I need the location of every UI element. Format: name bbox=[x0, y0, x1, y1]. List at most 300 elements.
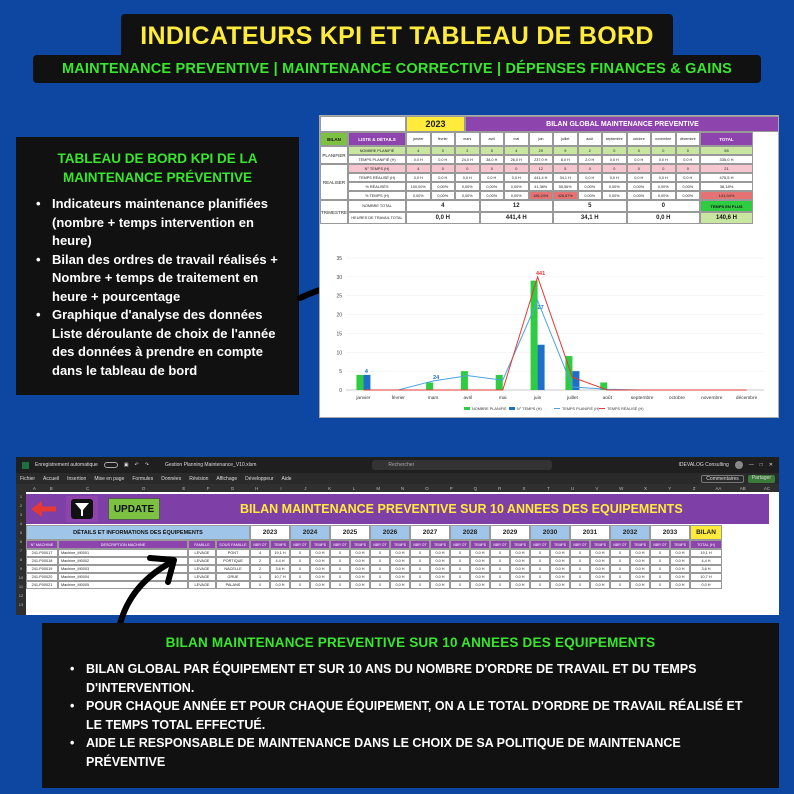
year-time-cell[interactable]: 0,0 H bbox=[390, 565, 410, 573]
kpi-cell: 38,0 H bbox=[480, 155, 505, 164]
year-time-cell[interactable]: 0,0 H bbox=[430, 581, 450, 589]
row-number: 12 bbox=[18, 593, 24, 598]
year-time-cell[interactable]: 0,0 H bbox=[390, 573, 410, 581]
year-nbr-cell[interactable]: 0 bbox=[370, 557, 390, 565]
machine-description[interactable]: Machine_M0004 bbox=[58, 573, 188, 581]
year-time-cell[interactable]: 0,0 H bbox=[550, 557, 570, 565]
year-time-cell[interactable]: 0,0 H bbox=[590, 549, 610, 557]
column-title: NBR OT bbox=[410, 540, 430, 549]
machine-description[interactable]: Machine_M0005 bbox=[58, 581, 188, 589]
kpi-row-label: N° TEMPS (H) bbox=[348, 164, 406, 173]
year-nbr-cell[interactable]: 0 bbox=[330, 573, 350, 581]
column-header: R bbox=[498, 485, 502, 491]
close-icon[interactable]: ✕ bbox=[768, 462, 773, 468]
year-nbr-cell[interactable]: 0 bbox=[650, 557, 670, 565]
bar bbox=[363, 375, 370, 390]
column-header: J bbox=[304, 485, 307, 491]
year-time-cell[interactable]: 0,0 H bbox=[350, 557, 370, 565]
year-time-cell[interactable]: 0,0 H bbox=[630, 573, 650, 581]
kpi-cell: 0,0 H bbox=[480, 173, 505, 182]
machine-description[interactable]: Machine_M0001 bbox=[58, 549, 188, 557]
year-nbr-cell[interactable]: 0 bbox=[330, 565, 350, 573]
kpi-total-cell: 141,94% bbox=[700, 191, 753, 200]
subtitle: MAINTENANCE PREVENTIVE | MAINTENANCE CORRECTIVE | DÉPENSES FINANCES & GAINS bbox=[61, 61, 733, 77]
kpi-cell: 4 bbox=[406, 164, 431, 173]
maximize-icon[interactable]: □ bbox=[759, 462, 763, 468]
year-nbr-cell[interactable]: 0 bbox=[570, 557, 590, 565]
year-header: 2033 bbox=[650, 525, 690, 540]
kpi-cell: 0,0 H bbox=[431, 173, 456, 182]
menu-mise-en-page[interactable]: Mise en page bbox=[94, 475, 125, 482]
month-header: juillet bbox=[553, 132, 578, 146]
column-title: TEMPS bbox=[470, 540, 490, 549]
kpi-row-label: NOMBRE PLANIFIÉ bbox=[348, 146, 406, 155]
machine-family[interactable]: LEVAGE bbox=[188, 565, 216, 573]
kpi-row-label: % TEMPS (H) bbox=[348, 191, 406, 200]
year-time-cell[interactable]: 4,4 H bbox=[270, 557, 290, 565]
year-nbr-cell[interactable]: 0 bbox=[530, 557, 550, 565]
kpi-cell: 0,0 H bbox=[455, 173, 480, 182]
kpi-cell: 441,4 H bbox=[529, 173, 554, 182]
machine-family[interactable]: LEVAGE bbox=[188, 573, 216, 581]
year-nbr-cell[interactable]: 0 bbox=[530, 581, 550, 589]
machine-description[interactable]: Machine_M0002 bbox=[58, 557, 188, 565]
row-number: 1 bbox=[19, 494, 23, 499]
year-time-cell[interactable]: 0,0 H bbox=[670, 565, 690, 573]
year-nbr-cell[interactable]: 0 bbox=[530, 573, 550, 581]
year-time-cell[interactable]: 0,0 H bbox=[670, 557, 690, 565]
year-time-cell[interactable]: 0,0 H bbox=[470, 565, 490, 573]
year-nbr-cell[interactable]: 0 bbox=[330, 581, 350, 589]
year-nbr-cell[interactable]: 0 bbox=[490, 549, 510, 557]
column-title: TEMPS bbox=[630, 540, 650, 549]
legend-label: N° TEMPS (H) bbox=[517, 407, 542, 411]
search-input[interactable] bbox=[372, 460, 552, 470]
year-nbr-cell[interactable]: 0 bbox=[570, 565, 590, 573]
year-header: 2032 bbox=[610, 525, 650, 540]
autosave-toggle[interactable] bbox=[104, 462, 118, 468]
machine-total[interactable]: 0,0 H bbox=[690, 581, 722, 589]
menu-developpeur[interactable]: Développeur bbox=[245, 475, 274, 482]
kpi-cell: 0,0 H bbox=[578, 173, 603, 182]
year-nbr-cell[interactable]: 2 bbox=[250, 565, 270, 573]
year-nbr-cell[interactable]: 0 bbox=[570, 573, 590, 581]
menu-accueil[interactable]: Accueil bbox=[43, 475, 60, 482]
section-label: REALISER bbox=[320, 164, 348, 200]
year-nbr-cell[interactable]: 0 bbox=[650, 573, 670, 581]
kpi-cell: 0,0 H bbox=[406, 173, 431, 182]
year-time-cell[interactable]: 0,0 H bbox=[350, 549, 370, 557]
machine-number[interactable]: 241-P00021 bbox=[26, 581, 58, 589]
save-icon[interactable]: ▣ bbox=[123, 462, 129, 468]
kpi-dashboard-screenshot bbox=[319, 115, 779, 418]
year-nbr-cell[interactable]: 0 bbox=[610, 557, 630, 565]
year-nbr-cell[interactable]: 0 bbox=[490, 557, 510, 565]
undo-icon[interactable]: ↶ bbox=[134, 462, 139, 468]
kpi-months-row bbox=[320, 132, 753, 146]
year-nbr-cell[interactable]: 0 bbox=[450, 565, 470, 573]
kpi-blank-cell bbox=[320, 116, 406, 132]
year-time-cell[interactable]: 0,0 H bbox=[630, 565, 650, 573]
year-time-cell[interactable]: 0,0 H bbox=[630, 581, 650, 589]
data-label: 4 bbox=[364, 368, 368, 375]
menu-aide[interactable]: Aide bbox=[281, 475, 292, 482]
kpi-cell: 0,00% bbox=[480, 182, 505, 191]
year-time-cell[interactable]: 0,0 H bbox=[510, 549, 530, 557]
trimestre-cell: 0 bbox=[627, 200, 701, 212]
machine-number[interactable]: 241-P00020 bbox=[26, 573, 58, 581]
bilan-header: BILAN bbox=[690, 525, 722, 540]
year-nbr-cell[interactable]: 0 bbox=[450, 573, 470, 581]
legend-label: NOMBRE PLANIFIÉ bbox=[472, 407, 507, 411]
column-header: X bbox=[644, 485, 648, 491]
column-header: U bbox=[570, 485, 575, 491]
year-time-cell[interactable]: 0,0 H bbox=[310, 557, 330, 565]
kpi-cell: 34,1 H bbox=[553, 173, 578, 182]
y-tick-label: 10 bbox=[336, 350, 342, 357]
year-time-cell[interactable]: 0,0 H bbox=[550, 573, 570, 581]
column-header: S bbox=[522, 485, 526, 491]
year-time-cell[interactable]: 0,0 H bbox=[670, 581, 690, 589]
machine-family[interactable]: LEVAGE bbox=[188, 581, 216, 589]
trimestre-row bbox=[348, 212, 753, 224]
kpi-cell: 0,00% bbox=[455, 191, 480, 200]
year-nbr-cell[interactable]: 1 bbox=[250, 573, 270, 581]
machine-family[interactable]: LEVAGE bbox=[188, 549, 216, 557]
machine-subfamily[interactable]: GRUE bbox=[216, 573, 250, 581]
year-time-cell[interactable]: 0,0 H bbox=[310, 581, 330, 589]
year-time-cell[interactable]: 3,6 H bbox=[270, 565, 290, 573]
kpi-cell: 0 bbox=[651, 164, 676, 173]
kpi-cell: 0 bbox=[676, 164, 701, 173]
bar bbox=[356, 375, 363, 390]
year-nbr-cell[interactable]: 0 bbox=[650, 565, 670, 573]
machine-total[interactable]: 3,6 H bbox=[690, 565, 722, 573]
year-time-cell[interactable]: 19,1 H bbox=[270, 549, 290, 557]
machine-number[interactable]: 241-P00018 bbox=[26, 557, 58, 565]
row-number: 13 bbox=[18, 602, 24, 607]
column-title: TEMPS bbox=[510, 540, 530, 549]
column-title: DESCRIPTION MACHINE bbox=[58, 540, 188, 549]
year-time-cell[interactable]: 0,0 H bbox=[310, 565, 330, 573]
kpi-cell: 0,0 H bbox=[627, 173, 652, 182]
year-nbr-cell[interactable]: 0 bbox=[610, 565, 630, 573]
year-time-cell[interactable]: 0,0 H bbox=[430, 565, 450, 573]
minimize-icon[interactable]: — bbox=[748, 462, 754, 468]
year-nbr-cell[interactable]: 4 bbox=[250, 549, 270, 557]
y-tick-label: 35 bbox=[336, 256, 342, 262]
year-time-cell[interactable]: 0,0 H bbox=[510, 581, 530, 589]
month-header: avril bbox=[480, 132, 505, 146]
machine-total[interactable]: 10,7 H bbox=[690, 573, 722, 581]
kpi-cell: 2,0 H bbox=[578, 155, 603, 164]
kpi-cell: 0,00% bbox=[627, 191, 652, 200]
year-nbr-cell[interactable]: 0 bbox=[250, 581, 270, 589]
x-tick-label: juillet bbox=[566, 396, 578, 401]
year-time-cell[interactable]: 10,7 H bbox=[270, 573, 290, 581]
year-nbr-cell[interactable]: 0 bbox=[330, 557, 350, 565]
kpi-cell: 0,00% bbox=[504, 191, 529, 200]
kpi-cell: 0,00% bbox=[431, 182, 456, 191]
machine-total[interactable]: 4,4 H bbox=[690, 557, 722, 565]
machine-number[interactable]: 241-P00017 bbox=[26, 549, 58, 557]
column-header: K bbox=[328, 485, 332, 491]
x-tick-label: janvier bbox=[356, 396, 371, 401]
year-nbr-cell[interactable]: 0 bbox=[410, 557, 430, 565]
year-time-cell[interactable]: 0,0 H bbox=[510, 573, 530, 581]
column-header: V bbox=[595, 485, 599, 491]
year-nbr-cell[interactable]: 0 bbox=[370, 549, 390, 557]
trimestre-cell: 34,1 H bbox=[553, 212, 627, 224]
year-header: 2023 bbox=[250, 525, 290, 540]
column-title: TEMPS bbox=[430, 540, 450, 549]
year-nbr-cell[interactable]: 0 bbox=[290, 549, 310, 557]
year-time-cell[interactable]: 0,0 H bbox=[310, 549, 330, 557]
year-nbr-cell[interactable]: 0 bbox=[290, 565, 310, 573]
year-time-cell[interactable]: 0,0 H bbox=[350, 565, 370, 573]
year-selector[interactable]: 2023 bbox=[406, 116, 465, 132]
year-nbr-cell[interactable]: 0 bbox=[610, 549, 630, 557]
autosave-label: Enregistrement automatique bbox=[35, 462, 98, 468]
x-tick-label: décembre bbox=[735, 396, 758, 401]
year-time-cell[interactable]: 0,0 H bbox=[590, 565, 610, 573]
kpi-chart bbox=[324, 252, 776, 417]
year-time-cell[interactable]: 0,0 H bbox=[390, 581, 410, 589]
main-title: INDICATEURS KPI ET TABLEAU DE BORD bbox=[140, 21, 654, 50]
year-header: 2031 bbox=[570, 525, 610, 540]
machine-number[interactable]: 241-P00019 bbox=[26, 565, 58, 573]
kpi-total-cell: 55 bbox=[700, 146, 753, 155]
year-nbr-cell[interactable]: 0 bbox=[450, 549, 470, 557]
column-header: N bbox=[400, 485, 405, 491]
kpi-data-row bbox=[348, 155, 753, 164]
trimestre-cell: 5 bbox=[553, 200, 627, 212]
year-nbr-cell[interactable]: 0 bbox=[530, 549, 550, 557]
trimestre-extra: TEMPS EN PLUS bbox=[700, 200, 753, 212]
year-nbr-cell[interactable]: 0 bbox=[490, 573, 510, 581]
menu-revision[interactable]: Révision bbox=[189, 475, 209, 482]
kpi-cell: 0,0 H bbox=[431, 155, 456, 164]
month-header: mars bbox=[455, 132, 480, 146]
redo-icon[interactable]: ↷ bbox=[144, 462, 149, 468]
year-time-cell[interactable]: 0,0 H bbox=[350, 581, 370, 589]
column-title: NBR OT bbox=[650, 540, 670, 549]
kpi-total-cell: 335,0 H bbox=[700, 155, 753, 164]
column-title: TEMPS bbox=[350, 540, 370, 549]
year-nbr-cell[interactable]: 0 bbox=[610, 573, 630, 581]
bilan-bullet: • POUR CHAQUE ANNÉE ET POUR CHAQUE ÉQUIPEMENT, ON A LE TOTAL D'ORDRE DE TRAVAIL RÉALISÉ ET LE TEMPS TOTAL EFFECTUÉ. bbox=[60, 697, 761, 734]
year-time-cell[interactable]: 0,0 H bbox=[510, 565, 530, 573]
bilan-panel-title: BILAN MAINTENANCE PREVENTIVE SUR 10 ANNEES DES EQUIPEMENTS bbox=[165, 635, 656, 650]
year-nbr-cell[interactable]: 0 bbox=[650, 549, 670, 557]
kpi-bullet: • Bilan des ordres de travail réalisés + Nombre + temps de traitement en heure + pourcentage bbox=[30, 251, 285, 307]
kpi-cell: 100,00% bbox=[406, 182, 431, 191]
year-nbr-cell[interactable]: 0 bbox=[290, 557, 310, 565]
year-time-cell[interactable]: 0,0 H bbox=[470, 549, 490, 557]
month-header: février bbox=[431, 132, 456, 146]
machine-family[interactable]: LEVAGE bbox=[188, 557, 216, 565]
bar bbox=[538, 345, 545, 390]
column-title: NBR OT bbox=[290, 540, 310, 549]
year-nbr-cell[interactable]: 0 bbox=[410, 565, 430, 573]
year-nbr-cell[interactable]: 0 bbox=[450, 557, 470, 565]
year-nbr-cell[interactable]: 0 bbox=[330, 549, 350, 557]
year-time-cell[interactable]: 0,0 H bbox=[430, 573, 450, 581]
menu-formules[interactable]: Formules bbox=[132, 475, 154, 482]
kpi-bullet: • Indicateurs maintenance planifiées (nombre + temps intervention en heure) bbox=[30, 195, 285, 251]
kpi-total-cell: 475,5 H bbox=[700, 173, 753, 182]
year-time-cell[interactable]: 0,0 H bbox=[510, 557, 530, 565]
year-time-cell[interactable]: 0,0 H bbox=[550, 581, 570, 589]
arrow-icon bbox=[112, 552, 182, 628]
machine-subfamily[interactable]: NACELLE bbox=[216, 565, 250, 573]
column-header: W bbox=[619, 485, 624, 491]
column-header: AA bbox=[715, 485, 722, 491]
year-time-cell[interactable]: 0,0 H bbox=[430, 549, 450, 557]
kpi-cell: 0,00% bbox=[651, 191, 676, 200]
update-button[interactable]: UPDATE bbox=[108, 498, 160, 520]
year-time-cell[interactable]: 0,0 H bbox=[310, 573, 330, 581]
column-title: NBR OT bbox=[450, 540, 470, 549]
kpi-cell: 0,00% bbox=[676, 191, 701, 200]
bilan-label: BILAN bbox=[320, 132, 348, 146]
column-header: AC bbox=[763, 485, 771, 491]
year-header: 2026 bbox=[370, 525, 410, 540]
machine-subfamily[interactable]: PALANS bbox=[216, 581, 250, 589]
kpi-cell: 426,67% bbox=[553, 191, 578, 200]
year-time-cell[interactable]: 0,0 H bbox=[470, 557, 490, 565]
column-header: T bbox=[546, 485, 550, 491]
kpi-cell: 0,0 H bbox=[651, 173, 676, 182]
x-tick-label: novembre bbox=[701, 396, 723, 401]
details-header: DÉTAILS ET INFORMATIONS DES ÉQUIPEMENTS bbox=[26, 525, 250, 540]
year-time-cell[interactable]: 0,0 H bbox=[470, 573, 490, 581]
year-nbr-cell[interactable]: 0 bbox=[370, 573, 390, 581]
year-time-cell[interactable]: 0,0 H bbox=[630, 557, 650, 565]
kpi-bullet-list bbox=[30, 195, 285, 380]
row-number: 2 bbox=[19, 503, 23, 508]
year-time-cell[interactable]: 0,0 H bbox=[430, 557, 450, 565]
kpi-cell: 0,00% bbox=[602, 191, 627, 200]
kpi-cell: 0 bbox=[504, 164, 529, 173]
machine-subfamily[interactable]: PORTIQUE bbox=[216, 557, 250, 565]
year-time-cell[interactable]: 0,0 H bbox=[550, 565, 570, 573]
menu-insertion[interactable]: Insertion bbox=[67, 475, 87, 482]
kpi-data-row bbox=[348, 173, 753, 182]
column-title: NBR OT bbox=[250, 540, 270, 549]
share-button[interactable]: Partager bbox=[748, 475, 775, 483]
kpi-cell: 5 bbox=[480, 146, 505, 155]
year-nbr-cell[interactable]: 0 bbox=[530, 565, 550, 573]
kpi-description-panel bbox=[16, 137, 299, 395]
row-number: 3 bbox=[19, 512, 23, 517]
column-header: D bbox=[142, 485, 146, 491]
year-header: 2024 bbox=[290, 525, 330, 540]
year-nbr-cell[interactable]: 0 bbox=[570, 581, 590, 589]
menu-affichage[interactable]: Affichage bbox=[216, 475, 238, 482]
machine-subfamily[interactable]: PONT bbox=[216, 549, 250, 557]
year-nbr-cell[interactable]: 0 bbox=[410, 549, 430, 557]
kpi-cell: 0,00% bbox=[578, 182, 603, 191]
comments-button[interactable]: Commentaires bbox=[701, 475, 744, 483]
year-time-cell[interactable]: 0,0 H bbox=[270, 581, 290, 589]
row-number: 6 bbox=[19, 539, 23, 544]
liste-label: LISTE & DÉTAILS bbox=[348, 132, 406, 146]
year-nbr-cell[interactable]: 0 bbox=[410, 581, 430, 589]
year-nbr-cell[interactable]: 0 bbox=[290, 581, 310, 589]
column-title: NBR OT bbox=[530, 540, 550, 549]
kpi-cell: 0 bbox=[651, 146, 676, 155]
year-time-cell[interactable]: 0,0 H bbox=[670, 573, 690, 581]
column-header: G bbox=[230, 485, 235, 491]
year-nbr-cell[interactable]: 0 bbox=[370, 581, 390, 589]
column-title-row bbox=[26, 540, 722, 549]
year-nbr-cell[interactable]: 0 bbox=[490, 581, 510, 589]
back-arrow-icon[interactable] bbox=[28, 500, 58, 518]
kpi-cell: 0,0 H bbox=[504, 173, 529, 182]
machine-description[interactable]: Machine_M0003 bbox=[58, 565, 188, 573]
year-time-cell[interactable]: 0,0 H bbox=[470, 581, 490, 589]
year-time-cell[interactable]: 0,0 H bbox=[390, 549, 410, 557]
year-nbr-cell[interactable]: 0 bbox=[290, 573, 310, 581]
kpi-cell: 4 bbox=[504, 146, 529, 155]
kpi-cell: 0 bbox=[602, 146, 627, 155]
menu-donnees[interactable]: Données bbox=[161, 475, 182, 482]
column-title: TOTAL (H) bbox=[690, 540, 722, 549]
user-name: IDEVALOG Consulting bbox=[678, 462, 729, 468]
year-nbr-cell[interactable]: 0 bbox=[570, 549, 590, 557]
x-tick-label: mars bbox=[427, 396, 439, 401]
year-time-cell[interactable]: 0,0 H bbox=[590, 581, 610, 589]
year-nbr-cell[interactable]: 0 bbox=[370, 565, 390, 573]
kpi-cell: 0,00% bbox=[504, 182, 529, 191]
y-tick-label: 30 bbox=[336, 274, 342, 281]
column-title: TEMPS bbox=[270, 540, 290, 549]
column-title: NBR OT bbox=[370, 540, 390, 549]
year-time-cell[interactable]: 0,0 H bbox=[390, 557, 410, 565]
column-title: TEMPS bbox=[310, 540, 330, 549]
section-label: PLANIFIER bbox=[320, 146, 348, 164]
year-nbr-cell[interactable]: 0 bbox=[410, 573, 430, 581]
year-nbr-cell[interactable]: 0 bbox=[450, 581, 470, 589]
year-header: 2025 bbox=[330, 525, 370, 540]
search-placeholder: Rechercher bbox=[388, 462, 415, 468]
machine-total[interactable]: 19,1 H bbox=[690, 549, 722, 557]
year-time-cell[interactable]: 0,0 H bbox=[630, 549, 650, 557]
x-tick-label: juin bbox=[533, 396, 542, 401]
column-title: TEMPS bbox=[390, 540, 410, 549]
year-time-cell[interactable]: 0,0 H bbox=[590, 573, 610, 581]
year-time-cell[interactable]: 0,0 H bbox=[670, 549, 690, 557]
year-time-cell[interactable]: 0,0 H bbox=[350, 573, 370, 581]
menu-fichier[interactable]: Fichier bbox=[20, 475, 36, 482]
month-header: janvier bbox=[406, 132, 431, 146]
year-nbr-cell[interactable]: 0 bbox=[610, 581, 630, 589]
year-nbr-cell[interactable]: 0 bbox=[490, 565, 510, 573]
column-header: AB bbox=[739, 485, 746, 491]
year-time-cell[interactable]: 0,0 H bbox=[590, 557, 610, 565]
year-nbr-cell[interactable]: 2 bbox=[250, 557, 270, 565]
kpi-cell: 26,0 H bbox=[504, 155, 529, 164]
column-title: TEMPS bbox=[670, 540, 690, 549]
year-time-cell[interactable]: 0,0 H bbox=[550, 549, 570, 557]
avatar[interactable] bbox=[735, 461, 743, 469]
bar bbox=[496, 375, 503, 390]
kpi-bullet: • Graphique d'analyse des données Liste déroulante de choix de l'année des données à prendre en compte dans le tableau de bord bbox=[30, 306, 285, 380]
kpi-row-label: % RÉALISÉS bbox=[348, 182, 406, 191]
year-nbr-cell[interactable]: 0 bbox=[650, 581, 670, 589]
kpi-cell: 0 bbox=[602, 164, 627, 173]
